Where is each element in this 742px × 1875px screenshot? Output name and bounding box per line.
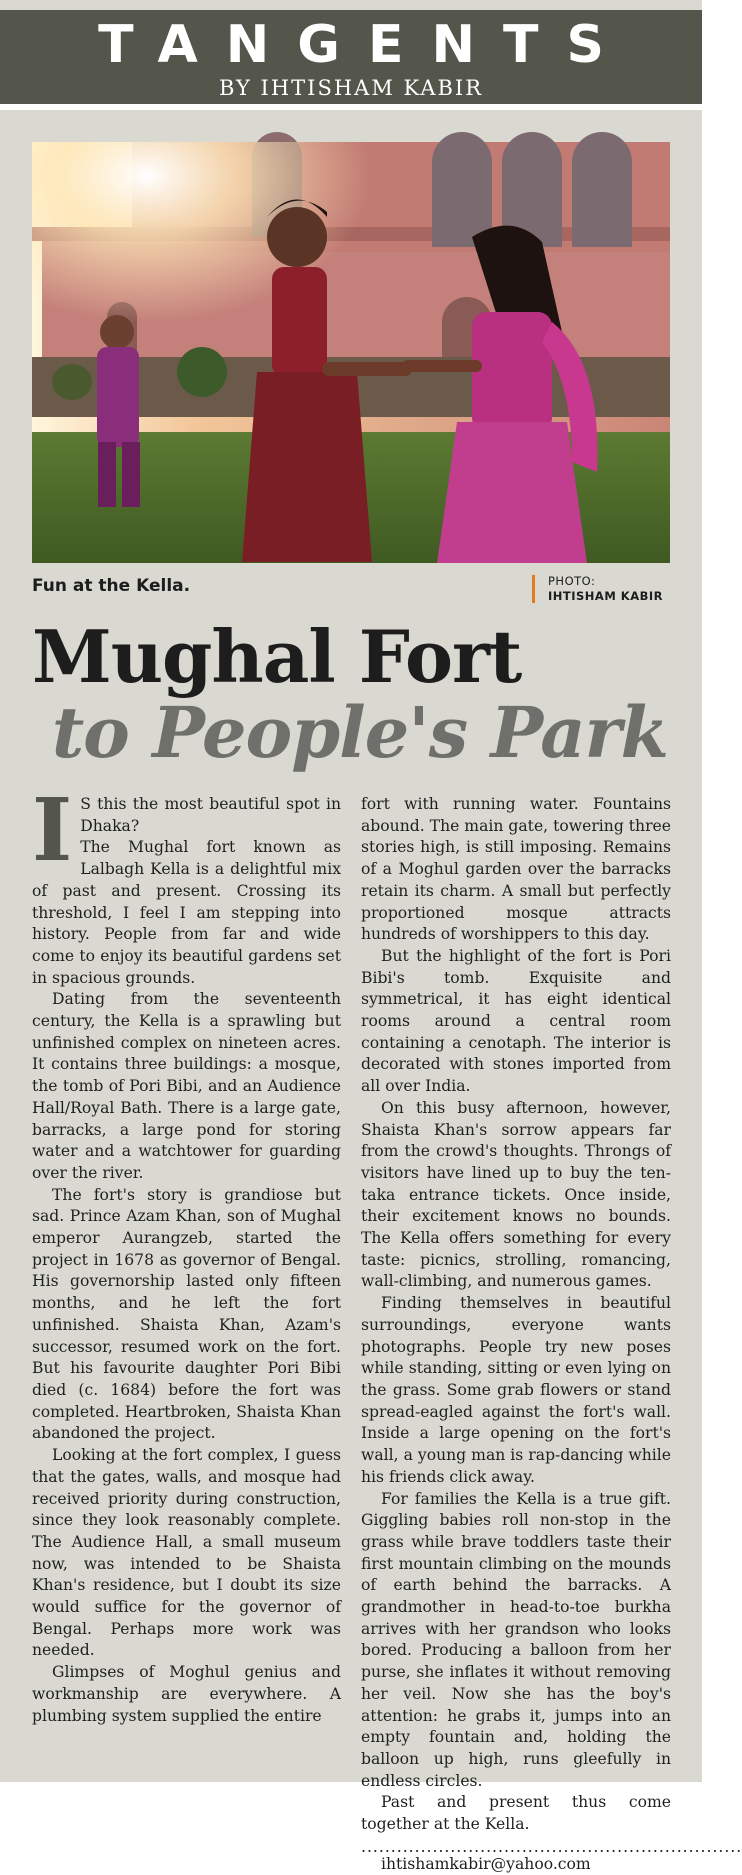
paragraph-2: The Mughal fort known as Lalbagh Kella is a delightful mix of past and present. Crossing its threshold, I feel I am stepping into history. People from far and wide come to enjoy its beautiful gardens set in spacious grounds. [32, 838, 341, 987]
headline-main: Mughal Fort [32, 614, 522, 699]
paragraph-6-continued: fort with running water. Fountains abound. The main gate, towering three stories high, is still imposing. Remains of a Moghul garden over the barracks retain its charm. A small but perfectly proportioned mosque attracts hundreds of worshippers to this day. [361, 795, 671, 944]
signoff [361, 1837, 742, 1875]
column-title: TANGENTS [98, 15, 632, 75]
photo-credit-label: PHOTO: [548, 574, 596, 588]
paragraph-1 [32, 780, 341, 881]
paragraph-9: Finding themselves in beautiful surroundings, everyone wants photographs. People try new poses while standing, sitting or even lying on the grass. Some grab flowers or stand spread-eagled against the fort's wall. Inside a large opening on the fort's wall, a young man is rap-dancing while his friends click away. [361, 1294, 671, 1486]
masthead-divider [0, 104, 702, 110]
paragraph-6: Glimpses of Moghul genius and workmanship are everywhere. A plumbing system supplied the entire [32, 1663, 341, 1725]
article-column-1 [32, 780, 341, 1727]
paragraph-4: The fort's story is grandiose but sad. Prince Azam Khan, son of Mughal emperor Aurangzeb, started the project in 1678 as governor of Bengal. His governorship lasted only fifteen months, and he left the fort unfinished. Shaista Khan, Azam's successor, resumed work on the fort. But his favourite daughter Pori Bibi died (c. 1684) before the fort was completed. Heartbroken, Shaista Khan abandoned the project. [32, 1185, 341, 1443]
paragraph-1-text: S this the most beautiful spot in Dhaka? [80, 795, 341, 835]
paragraph-10: For families the Kella is a true gift. Giggling babies roll non-stop in the grass while brave toddlers taste their first mountain climbing on the mounds of earth behind the barracks. A grandmother in head-to-toe burkha arrives with her grandson who looks bored. Producing a balloon from her purse, she inflates it without removing her veil. Now she has the boy's attention: he grabs it, jumps into an empty fountain and, holding the balloon up high, runs gleefully in endless circles. [361, 1489, 671, 1790]
paragraph-3: Dating from the seventeenth century, the Kella is a sprawling but unfinished complex on nineteen acres. It contains three buildings: a mosque, the tomb of Pori Bibi, and an Audience Hall/Royal Bath. There is a large gate, barracks, a large pond for storing water and a watchtower for guarding over the river. [32, 990, 341, 1182]
photo-credit [548, 574, 663, 604]
drop-cap: I [32, 780, 73, 881]
paragraph-7: But the highlight of the fort is Pori Bibi's tomb. Exquisite and symmetrical, it has eight identical rooms around a central room containing a cenotaph. The interior is decorated with stones imported from all over India. [361, 946, 671, 1096]
article-photo [32, 142, 670, 563]
masthead [0, 10, 702, 104]
author-email: ihtishamkabir@yahoo.com [381, 1854, 591, 1873]
byline: BY IHTISHAM KABIR [218, 76, 484, 100]
headline-secondary: to People's Park [51, 691, 668, 774]
photo-credit-name: IHTISHAM KABIR [548, 589, 663, 603]
credit-accent-bar [532, 575, 535, 603]
article-column-2 [361, 794, 742, 1875]
photo-caption: Fun at the Kella. [32, 576, 191, 596]
paragraph-8: On this busy afternoon, however, Shaista Khan's sorrow appears far from the crowd's thoughts. Throngs of visitors have lined up to buy the ten-taka entrance tickets. Once inside, their excitement knows no bounds. The Kella offers something for every taste: picnics, strolling, romancing, wall-climbing, and numerous games. [361, 1098, 671, 1291]
paragraph-5: Looking at the fort complex, I guess that the gates, walls, and mosque had received priority during construction, since they look reasonably complete. The Audience Hall, a small museum now, was intended to be Shaista Khan's residence, but I doubt its size would suffice for the governor of Bengal. Perhaps more work was needed. [32, 1446, 341, 1660]
signoff-divider: ................................................................ [361, 1837, 742, 1856]
paragraph-11: Past and present thus come together at the Kella. [361, 1793, 671, 1834]
